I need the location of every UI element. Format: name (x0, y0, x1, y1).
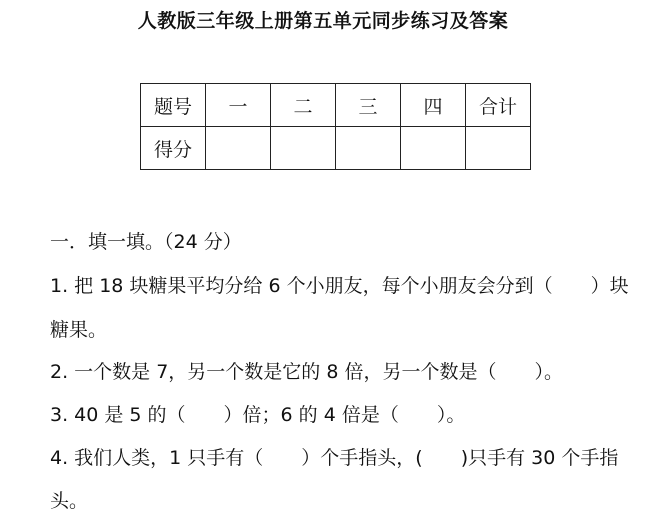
score-cell-section-2[interactable] (271, 127, 336, 170)
header-cell-question-number: 题号 (141, 84, 206, 127)
score-table-score-row (141, 127, 531, 170)
question-2-line-1: 2. 一个数是 7，另一个数是它的 8 倍，另一个数是（ ）。 (50, 361, 563, 383)
section-heading: 一．填一填。（24 分） (50, 231, 242, 253)
question-4-line-2: 头。 (50, 490, 89, 512)
header-cell-section-3: 三 (336, 84, 401, 127)
header-cell-section-4: 四 (401, 84, 466, 127)
question-4-line-1: 4. 我们人类，1 只手有（ ）个手指头，( )只手有 30 个手指 (50, 447, 619, 469)
score-cell-section-3[interactable] (336, 127, 401, 170)
score-cell-total[interactable] (466, 127, 531, 170)
score-cell-section-4[interactable] (401, 127, 466, 170)
question-3-line-1: 3. 40 是 5 的（ ）倍；6 的 4 倍是（ ）。 (50, 404, 466, 426)
score-cell-section-1[interactable] (206, 127, 271, 170)
header-cell-total: 合计 (466, 84, 531, 127)
score-table (140, 83, 531, 170)
score-row-label: 得分 (141, 127, 206, 170)
header-cell-section-1: 一 (206, 84, 271, 127)
question-1-line-1: 1. 把 18 块糖果平均分给 6 个小朋友，每个小朋友会分到（ ）块 (50, 275, 629, 297)
header-cell-section-2: 二 (271, 84, 336, 127)
score-table-header-row (141, 84, 531, 127)
question-1-line-2: 糖果。 (50, 319, 108, 341)
page-title: 人教版三年级上册第五单元同步练习及答案 (137, 10, 509, 32)
